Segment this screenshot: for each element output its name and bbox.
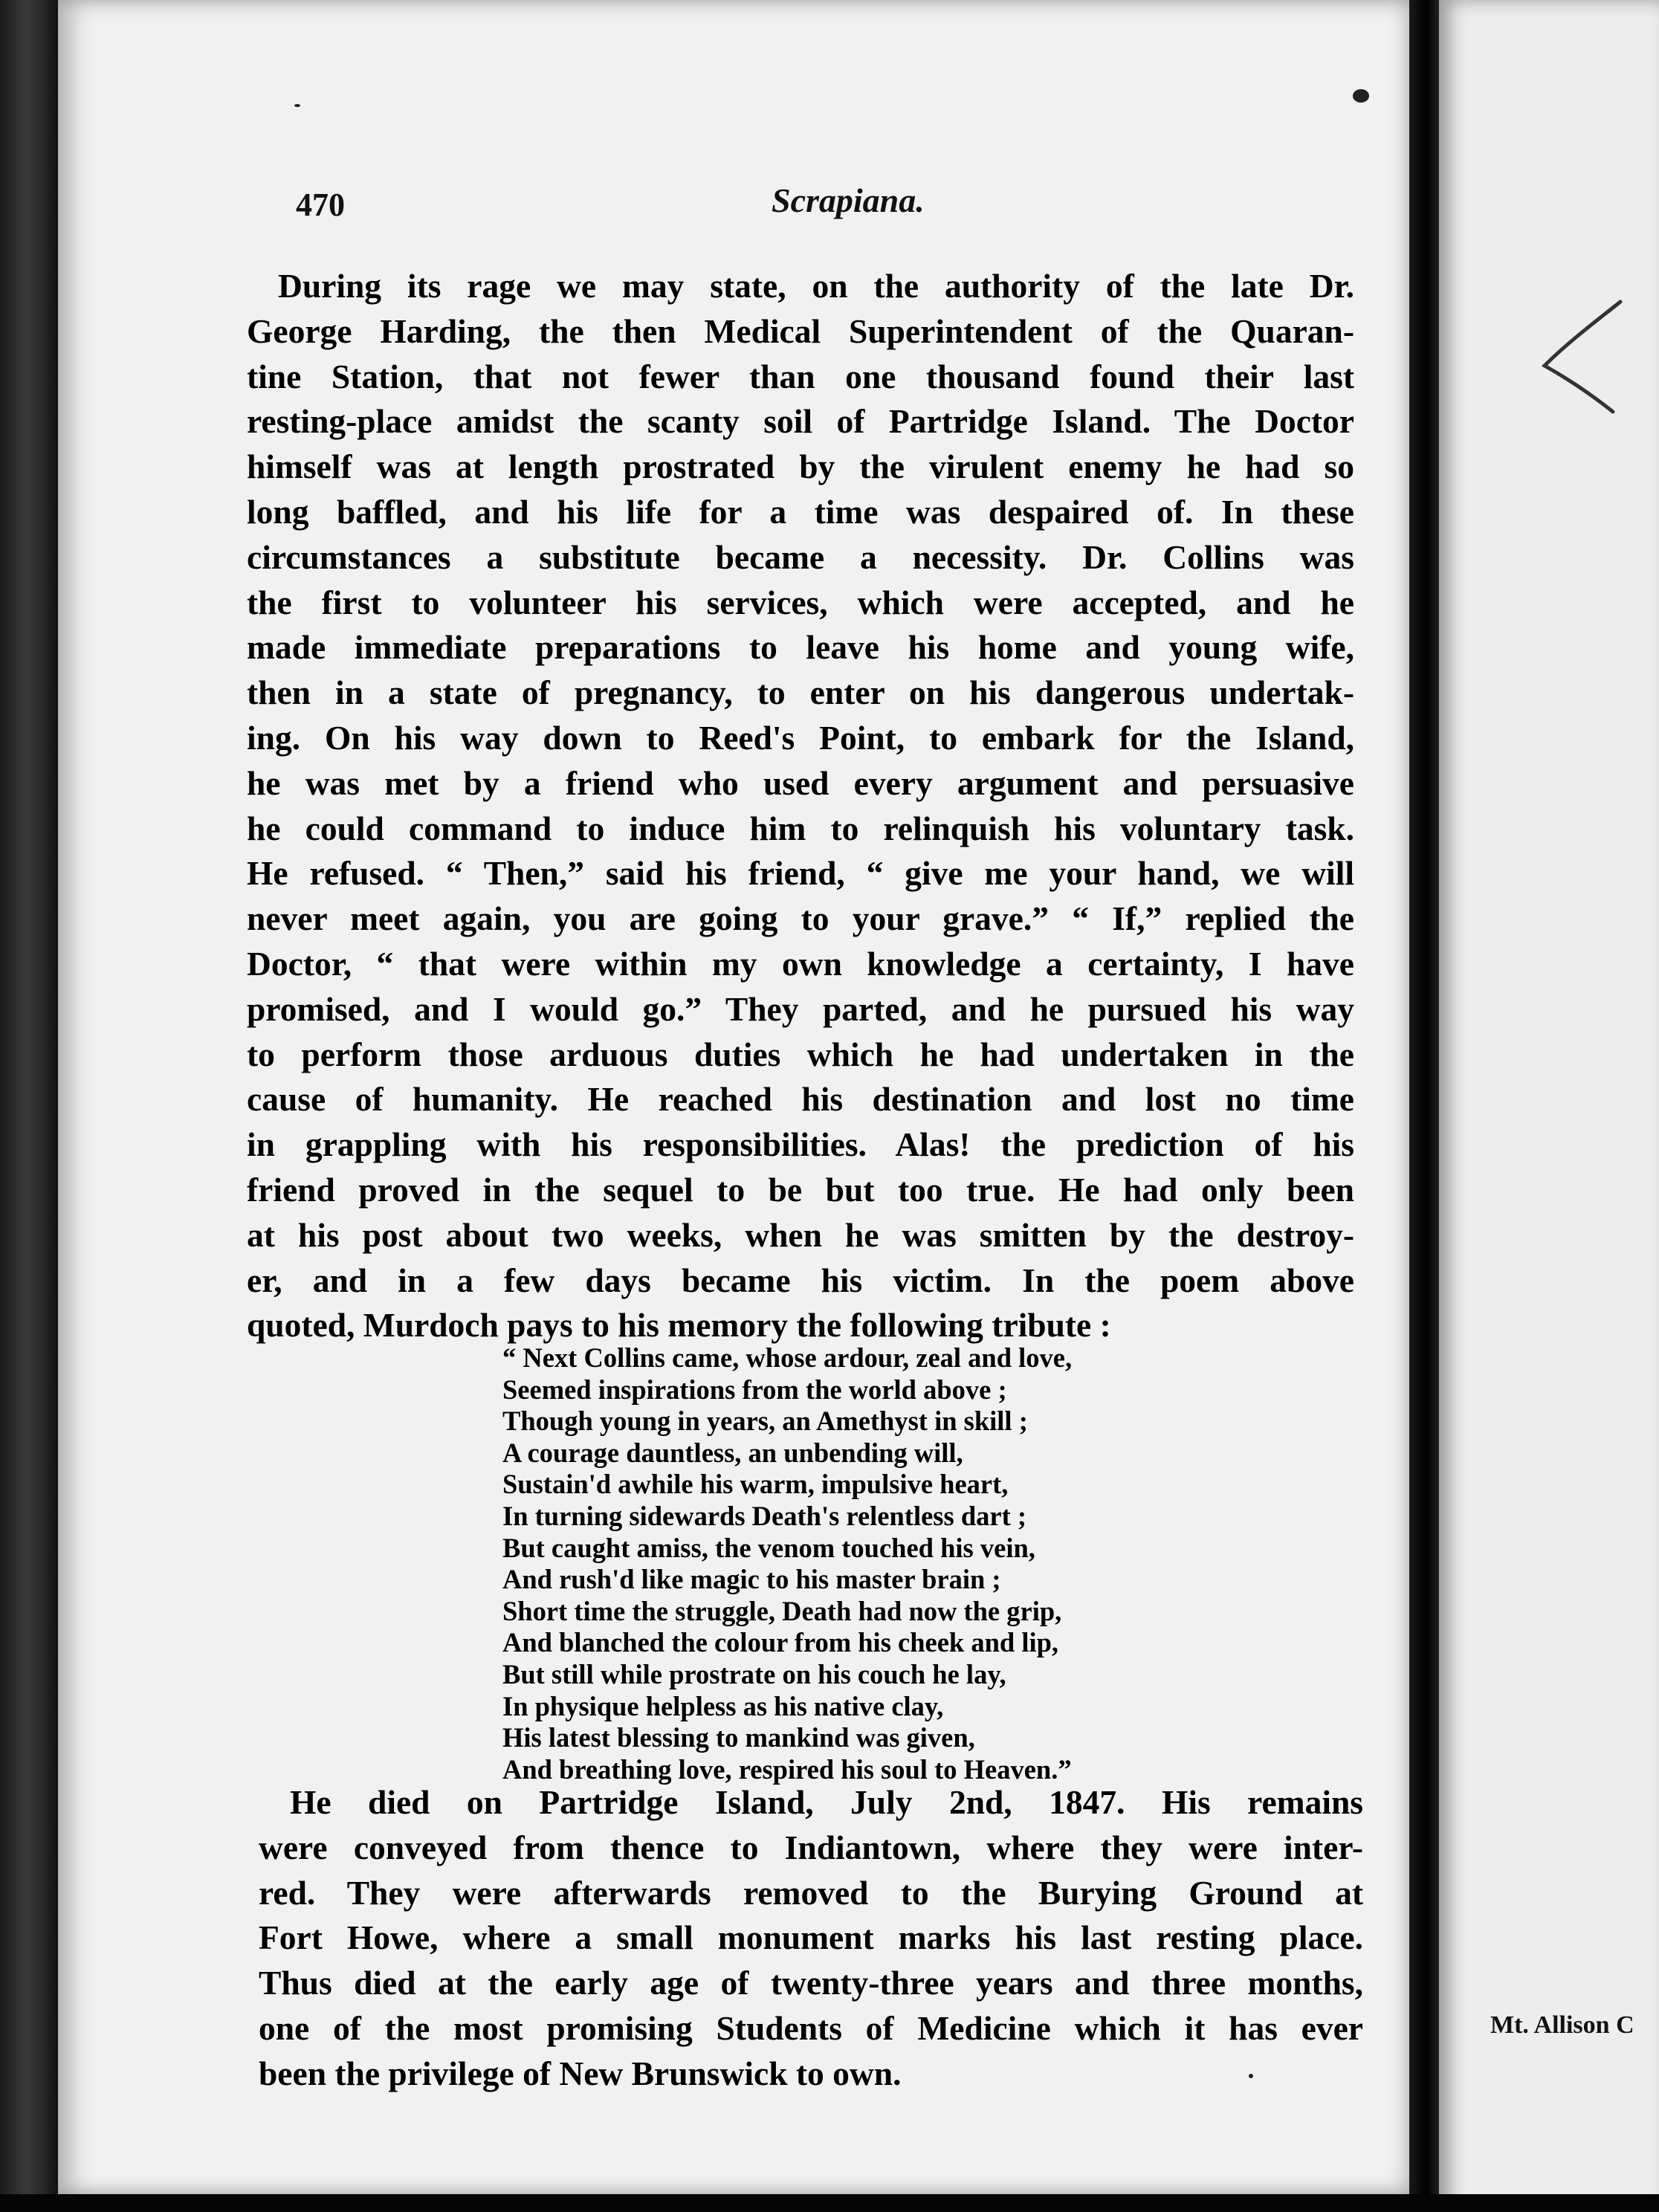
text-line: cause of humanity. He reached his destination and lost no time xyxy=(247,1080,1354,1119)
book-spine-left xyxy=(0,0,58,2212)
verse-line: “ Next Collins came, whose ardour, zeal and love, xyxy=(502,1342,1073,1373)
text-line: Fort Howe, where a small monument marks his last resting place. xyxy=(259,1918,1363,1957)
text-line: to perform those arduous duties which he had undertaken in the xyxy=(247,1035,1354,1073)
verse-line: But still while prostrate on his couch he lay, xyxy=(502,1658,1006,1689)
text-line: Thus died at the early age of twenty-three years and three months, xyxy=(259,1964,1363,2002)
text-line: quoted, Murdoch pays to his memory the following tribute : xyxy=(247,1306,1111,1345)
running-head: Scrapiana. xyxy=(772,181,925,219)
verse-line: A courage dauntless, an unbending will, xyxy=(502,1437,963,1468)
ink-speck xyxy=(1249,2074,1253,2078)
text-line: promised, and I would go.” They parted, and he pursued his way xyxy=(247,989,1354,1028)
text-line: were conveyed from thence to Indiantown, where they were inter- xyxy=(259,1828,1363,1866)
body-paragraph-1 xyxy=(247,264,1354,1348)
ink-speck xyxy=(294,104,300,107)
facing-page-caption: Mt. Allison C xyxy=(1490,2011,1634,2039)
verse-line: His latest blessing to mankind was given, xyxy=(502,1722,975,1753)
text-line: Doctor, “ that were within my own knowledge a certainty, I have xyxy=(247,944,1354,983)
text-line: the first to volunteer his services, which were accepted, and he xyxy=(247,583,1354,621)
verse-line: Seemed inspirations from the world above ; xyxy=(502,1374,1007,1405)
text-line: in grappling with his responsibilities. Alas! the prediction of his xyxy=(247,1125,1354,1164)
page-number: 470 xyxy=(296,187,345,223)
verse-line: But caught amiss, the venom touched his vein, xyxy=(502,1532,1035,1563)
text-line: er, and in a few days became his victim. In the poem above xyxy=(247,1261,1354,1299)
ink-speck xyxy=(1353,89,1369,103)
text-line: he could command to induce him to relinquish his voluntary task. xyxy=(247,809,1354,847)
verse-line: And blanched the colour from his cheek and lip, xyxy=(502,1627,1059,1658)
text-line: circumstances a substitute became a necessity. Dr. Collins was xyxy=(247,537,1354,576)
text-line: he was met by a friend who used every argument and persuasive xyxy=(247,763,1354,802)
text-line: George Harding, the then Medical Superintendent of the Quaran- xyxy=(247,311,1354,350)
verse-line: And rush'd like magic to his master brain ; xyxy=(502,1564,1001,1595)
text-line: long baffled, and his life for a time was despaired of. In these xyxy=(247,492,1354,531)
scan-edge xyxy=(0,2194,1659,2212)
text-line: red. They were afterwards removed to the Burying Ground at xyxy=(259,1873,1363,1912)
text-line: During its rage we may state, on the authority of the late Dr. xyxy=(278,267,1354,305)
text-line: been the privilege of New Brunswick to own. xyxy=(259,2054,902,2092)
text-line: one of the most promising Students of Medicine which it has ever xyxy=(259,2008,1363,2047)
book-gutter xyxy=(1409,0,1439,2212)
text-line: made immediate preparations to leave his home and young wife, xyxy=(247,628,1354,667)
text-line: never meet again, you are going to your grave.” “ If,” replied the xyxy=(247,899,1354,938)
text-line: then in a state of pregnancy, to enter on his dangerous undertak- xyxy=(247,673,1354,712)
text-line: himself was at length prostrated by the virulent enemy he had so xyxy=(247,447,1354,486)
verse-line: In turning sidewards Death's relentless dart ; xyxy=(502,1500,1027,1531)
text-line: resting-place amidst the scanty soil of Partridge Island. The Doctor xyxy=(247,402,1354,441)
verse-line: And breathing love, respired his soul to Heaven.” xyxy=(502,1753,1072,1785)
text-line: friend proved in the sequel to be but too true. He had only been xyxy=(247,1170,1354,1209)
text-line: ing. On his way down to Reed's Point, to embark for the Island, xyxy=(247,718,1354,757)
poem-quotation xyxy=(502,1342,1072,1785)
text-line: tine Station, that not fewer than one thousand found their last xyxy=(247,357,1354,395)
text-line: at his post about two weeks, when he was smitten by the destroy- xyxy=(247,1215,1354,1254)
pencil-mark xyxy=(1539,297,1628,416)
verse-line: Short time the struggle, Death had now the grip, xyxy=(502,1595,1062,1626)
text-line: He refused. “ Then,” said his friend, “ give me your hand, we will xyxy=(247,854,1354,893)
verse-line: Though young in years, an Amethyst in skill ; xyxy=(502,1406,1028,1437)
text-line: He died on Partridge Island, July 2nd, 1847. His remains xyxy=(290,1783,1363,1821)
verse-line: Sustain'd awhile his warm, impulsive heart, xyxy=(502,1469,1009,1500)
verse-line: In physique helpless as his native clay, xyxy=(502,1690,944,1721)
body-paragraph-2 xyxy=(259,1780,1363,2097)
